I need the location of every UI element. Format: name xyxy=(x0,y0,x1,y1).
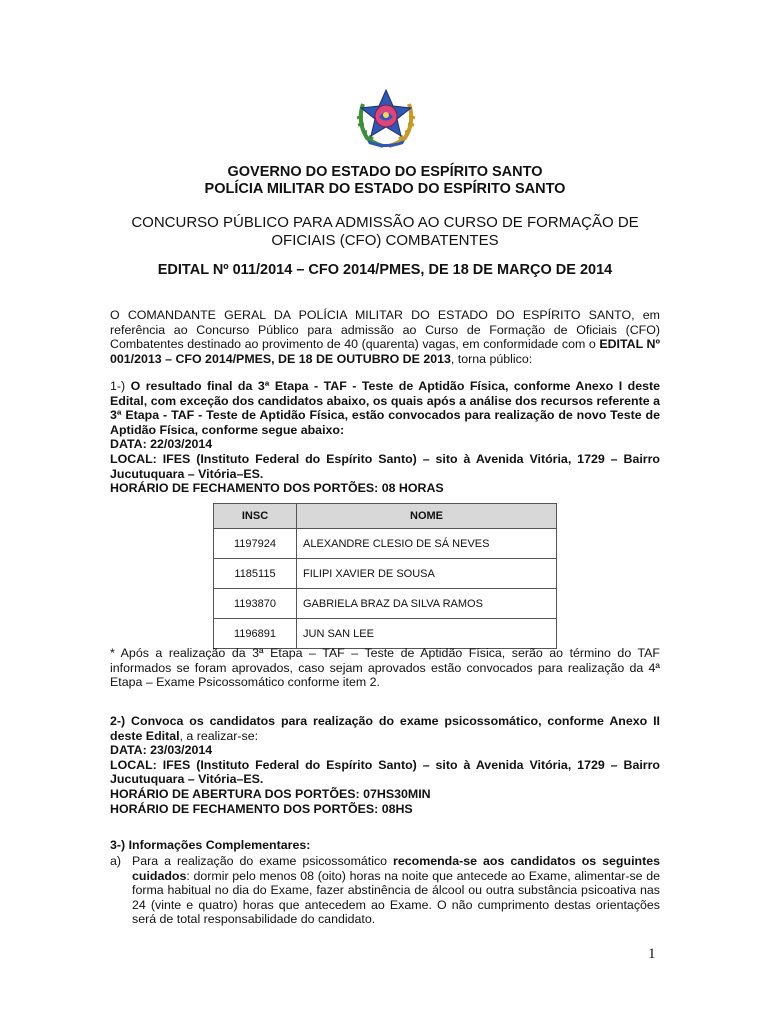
intro-edital-reference: EDITAL Nº 001/2013 – CFO 2014/PMES, DE 18 DE OUTUBRO DE 2013 xyxy=(110,337,660,366)
column-header-nome: NOME xyxy=(297,504,557,529)
candidates-table xyxy=(213,503,557,649)
section-2-text-end: , a realizar-se: xyxy=(179,728,259,743)
table-row xyxy=(214,529,557,559)
section-2 xyxy=(110,714,660,816)
section-2-date: DATA: 23/03/2014 xyxy=(110,743,213,758)
cell-insc: 1193870 xyxy=(214,589,297,619)
item-a-body xyxy=(132,854,660,927)
cell-insc: 1185115 xyxy=(214,559,297,589)
section-3-title xyxy=(110,838,660,853)
item-a-text-end: : dormir pelo menos 08 (oito) horas na noite que antecede ao Exame, alimentar-se de forma habitual no dia do Exame, fazer abstinência de álcool ou outra substância psicoativa nas 24 (vinte e quatro) horas que antecedem ao Exame. O não cumprimento destas orientações será de total responsabilidade do candidato. xyxy=(132,868,660,927)
intro-paragraph xyxy=(110,308,660,366)
subtitle-line-2: OFICIAIS (CFO) COMBATENTES xyxy=(271,232,499,249)
cell-nome: JUN SAN LEE xyxy=(297,619,557,649)
section-1 xyxy=(110,379,660,496)
coat-of-arms-icon xyxy=(353,84,419,150)
item-a-bold: recomenda-se aos candidatos os seguintes cuidados xyxy=(132,854,660,883)
cell-nome: FILIPI XAVIER DE SOUSA xyxy=(297,559,557,589)
cell-nome: GABRIELA BRAZ DA SILVA RAMOS xyxy=(297,589,557,619)
edital-title: EDITAL Nº 011/2014 – CFO 2014/PMES, DE 18 DE MARÇO DE 2014 xyxy=(157,262,613,278)
subtitle-line-1: CONCURSO PÚBLICO PARA ADMISSÃO AO CURSO DE FORMAÇÃO DE xyxy=(131,214,639,231)
section-1-location: LOCAL: IFES (Instituto Federal do Espírito Santo) – sito à Avenida Vitória, 1729 – Bairro Jucutuquara – Vitória–ES. xyxy=(110,451,660,481)
section-1-number: 1-) xyxy=(110,379,131,393)
section-2-opening-time: HORÁRIO DE ABERTURA DOS PORTÕES: 07HS30MIN xyxy=(110,786,431,801)
intro-text: O COMANDANTE GERAL DA POLÍCIA MILITAR DO ESTADO DO ESPÍRITO SANTO, em referência ao Concurso Público para admissão ao Curso de Formação de Oficiais (CFO) Combatentes destinado ao provimento de 40 (quarenta) vagas, em conformidade com o xyxy=(110,308,660,352)
section-1-closing-time: HORÁRIO DE FECHAMENTO DOS PORTÕES: 08 HORAS xyxy=(110,481,444,496)
section-1-date: DATA: 22/03/2014 xyxy=(110,437,213,452)
item-a-text-start: Para a realização do exame psicossomático xyxy=(132,854,394,868)
item-a-marker: a) xyxy=(110,854,122,868)
section-2-closing-time: HORÁRIO DE FECHAMENTO DOS PORTÕES: 08HS xyxy=(110,801,413,816)
column-header-insc: INSC xyxy=(214,504,297,529)
page-number: 1 xyxy=(648,946,656,962)
section-2-text: 2-) Convoca os candidatos para realização do exame psicossomático, conforme Anexo II deste Edital xyxy=(110,714,660,743)
table-row xyxy=(214,589,557,619)
contest-subtitle xyxy=(110,214,660,250)
section-1-text: O resultado final da 3ª Etapa - TAF - Teste de Aptidão Física, conforme Anexo I deste Edital, com exceção dos candidatos abaixo, os quais após a análise dos recursos referente a 3ª Etapa - TAF - Teste de Aptidão Física, estão convocados para realização de novo Teste de Aptidão Física, conforme segue abaixo: xyxy=(110,379,660,437)
table-row xyxy=(214,559,557,589)
note-paragraph: * Após a realização da 3ª Etapa – TAF – Teste de Aptidão Física, serão ao término do TAF informados se foram aprovados, caso sejam aprovados estão convocados para realização da 4ª Etapa – Exame Psicossomático conforme item 2. xyxy=(110,646,660,690)
section-2-location: LOCAL: IFES (Instituto Federal do Espírito Santo) – sito à Avenida Vitória, 1729 – Bairro Jucutuquara – Vitória–ES. xyxy=(110,757,660,787)
intro-text-end: , torna público: xyxy=(450,351,533,366)
table-header-row xyxy=(214,504,557,529)
cell-insc: 1196891 xyxy=(214,619,297,649)
header-government: GOVERNO DO ESTADO DO ESPÍRITO SANTO xyxy=(227,164,543,180)
header xyxy=(110,164,660,198)
section-3-title-text: 3-) Informações Complementares: xyxy=(110,838,311,852)
section-3-item-a xyxy=(110,854,660,927)
cell-nome: ALEXANDRE CLESIO DE SÁ NEVES xyxy=(297,529,557,559)
cell-insc: 1197924 xyxy=(214,529,297,559)
table-row xyxy=(214,619,557,649)
header-police: POLÍCIA MILITAR DO ESTADO DO ESPÍRITO SANTO xyxy=(204,181,566,197)
